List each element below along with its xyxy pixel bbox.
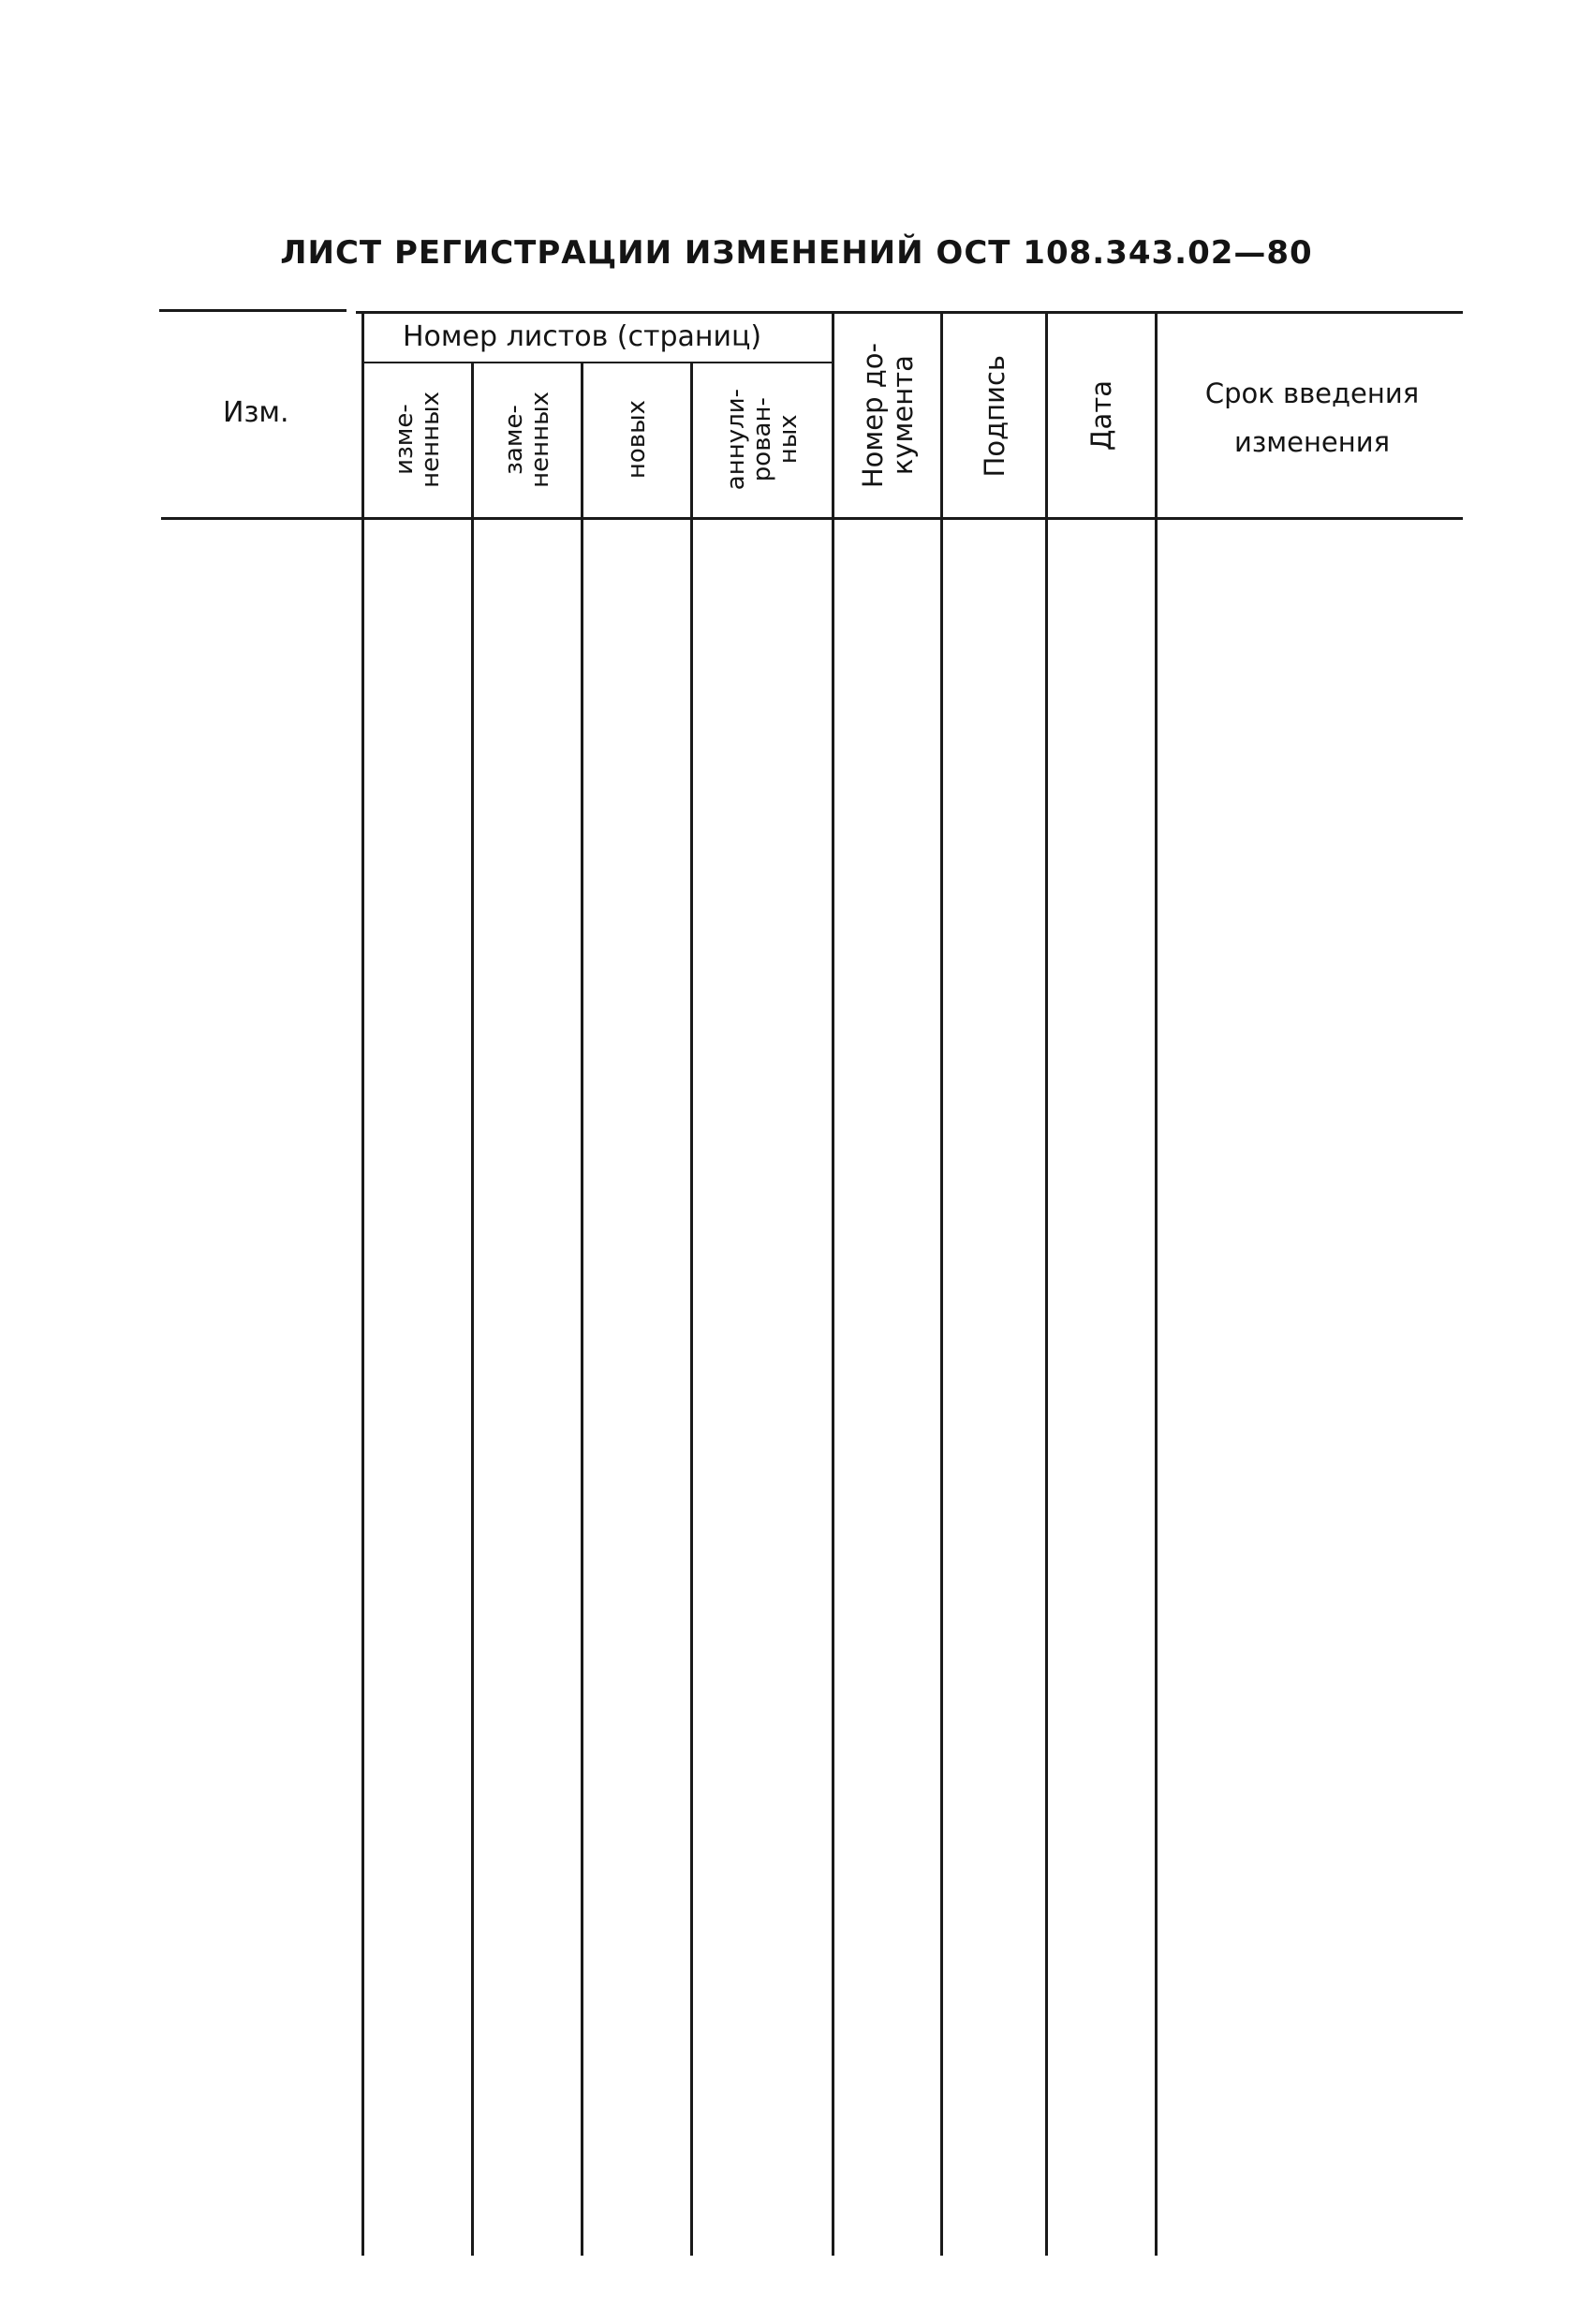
header-cell-doc-number bbox=[834, 318, 940, 513]
column-divider-3 bbox=[581, 363, 583, 2256]
column-divider-2 bbox=[471, 363, 474, 2256]
table-top-rule-right bbox=[356, 311, 1463, 314]
column-divider-5 bbox=[832, 313, 834, 2256]
header-cell-date bbox=[1048, 318, 1155, 513]
header-replaced: заме- ненных bbox=[500, 391, 554, 488]
column-divider-1 bbox=[361, 313, 364, 2256]
header-sheet-numbers-group: Номер листов (страниц) bbox=[403, 320, 762, 353]
header-changed: изме- ненных bbox=[391, 391, 445, 488]
column-divider-6 bbox=[940, 313, 943, 2256]
header-doc-number: Номер до- кумента bbox=[856, 343, 919, 489]
header-cell-replaced bbox=[474, 365, 581, 513]
header-cell-annulled bbox=[693, 365, 832, 513]
header-cell-signature bbox=[943, 318, 1045, 513]
header-signature: Подпись bbox=[978, 354, 1010, 478]
header-effective-date: Срок введения изменения bbox=[1204, 377, 1420, 458]
header-annulled: аннули- рован- ных bbox=[722, 388, 803, 491]
column-divider-8 bbox=[1155, 313, 1158, 2256]
group-header-underline bbox=[363, 362, 833, 363]
header-bottom-rule bbox=[161, 517, 1463, 520]
table-top-rule-left bbox=[159, 309, 347, 312]
document-title: ЛИСТ РЕГИСТРАЦИИ ИЗМЕНЕНИЙ ОСТ 108.343.02—80 bbox=[280, 234, 1313, 272]
header-cell-new bbox=[583, 365, 690, 513]
header-new: новых bbox=[623, 399, 651, 480]
header-date: Дата bbox=[1085, 380, 1117, 451]
column-divider-7 bbox=[1045, 313, 1048, 2256]
header-izm: Изм. bbox=[223, 396, 289, 429]
header-cell-changed bbox=[364, 365, 471, 513]
column-divider-4 bbox=[690, 363, 693, 2256]
